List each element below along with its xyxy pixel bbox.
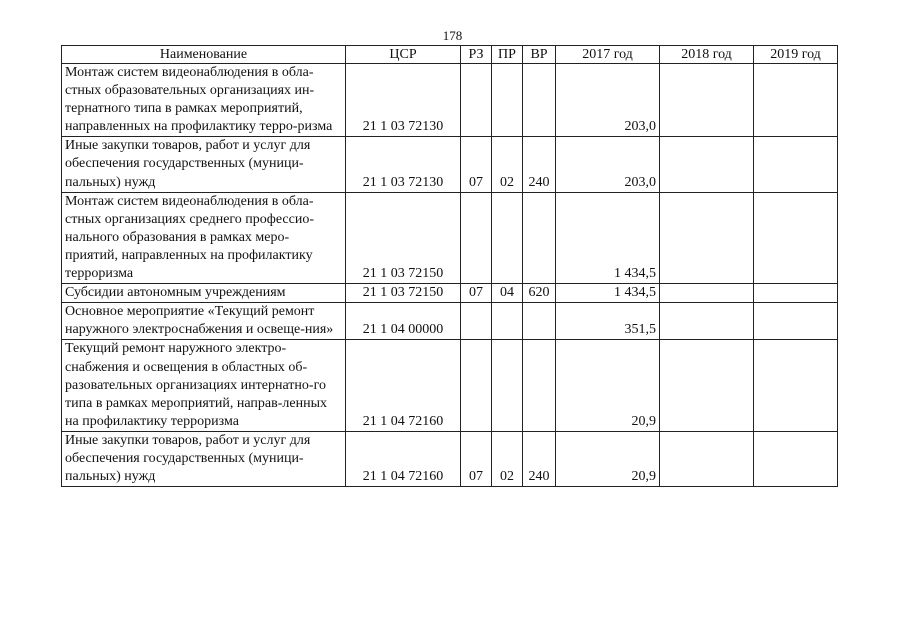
table-row <box>62 137 838 192</box>
header-pr: ПР <box>492 46 523 64</box>
header-csr: ЦСР <box>346 46 461 64</box>
row-2018 <box>660 137 754 192</box>
row-2019 <box>754 431 838 486</box>
row-csr: 21 1 03 72150 <box>346 192 461 283</box>
row-2017: 203,0 <box>556 137 660 192</box>
row-csr: 21 1 03 72130 <box>346 137 461 192</box>
row-rz: 07 <box>461 284 492 303</box>
row-2018 <box>660 284 754 303</box>
header-2018: 2018 год <box>660 46 754 64</box>
row-rz: 07 <box>461 431 492 486</box>
header-rz: РЗ <box>461 46 492 64</box>
row-2017: 20,9 <box>556 431 660 486</box>
table-row <box>62 284 838 303</box>
row-pr: 02 <box>492 137 523 192</box>
row-2017: 1 434,5 <box>556 284 660 303</box>
row-csr: 21 1 04 72160 <box>346 431 461 486</box>
row-name: Монтаж систем видеонаблюдения в обла-стных образовательных организациях ин-тернатного типа в рамках мероприятий, направленных на профилактику терро-ризма <box>62 64 346 137</box>
header-2019: 2019 год <box>754 46 838 64</box>
row-2019 <box>754 192 838 283</box>
page-number: 178 <box>442 28 463 43</box>
row-2018 <box>660 431 754 486</box>
row-name: Иные закупки товаров, работ и услуг для обеспечения государственных (муници-пальных) нужд <box>62 431 346 486</box>
table-header-row <box>62 46 838 64</box>
row-pr <box>492 192 523 283</box>
table-row <box>62 64 838 137</box>
row-2019 <box>754 303 838 340</box>
row-rz <box>461 192 492 283</box>
row-name: Основное мероприятие «Текущий ремонт наружного электроснабжения и освеще-ния» <box>62 303 346 340</box>
table-row <box>62 340 838 431</box>
row-csr: 21 1 04 72160 <box>346 340 461 431</box>
row-vr: 240 <box>523 137 556 192</box>
row-csr: 21 1 03 72150 <box>346 284 461 303</box>
row-rz: 07 <box>461 137 492 192</box>
row-2018 <box>660 303 754 340</box>
row-vr <box>523 192 556 283</box>
row-pr: 04 <box>492 284 523 303</box>
row-vr <box>523 64 556 137</box>
row-2017: 1 434,5 <box>556 192 660 283</box>
table-row <box>62 303 838 340</box>
row-2017: 351,5 <box>556 303 660 340</box>
row-name: Иные закупки товаров, работ и услуг для обеспечения государственных (муници-пальных) нужд <box>62 137 346 192</box>
row-vr: 240 <box>523 431 556 486</box>
row-2017: 20,9 <box>556 340 660 431</box>
row-pr: 02 <box>492 431 523 486</box>
row-vr: 620 <box>523 284 556 303</box>
row-2018 <box>660 340 754 431</box>
row-2019 <box>754 340 838 431</box>
row-name: Текущий ремонт наружного электро-снабжения и освещения в областных об-разовательных организациях интернатно-го типа в рамках мероприятий, направ-ленных на профилактику терроризма <box>62 340 346 431</box>
header-name: Наименование <box>62 46 346 64</box>
row-name: Субсидии автономным учреждениям <box>62 284 346 303</box>
row-2019 <box>754 137 838 192</box>
table-row <box>62 431 838 486</box>
header-vr: ВР <box>523 46 556 64</box>
row-2019 <box>754 284 838 303</box>
row-2019 <box>754 64 838 137</box>
row-2018 <box>660 192 754 283</box>
row-pr <box>492 64 523 137</box>
row-vr <box>523 303 556 340</box>
row-rz <box>461 340 492 431</box>
row-rz <box>461 64 492 137</box>
row-pr <box>492 303 523 340</box>
row-pr <box>492 340 523 431</box>
table-row <box>62 192 838 283</box>
header-2017: 2017 год <box>556 46 660 64</box>
row-vr <box>523 340 556 431</box>
row-csr: 21 1 04 00000 <box>346 303 461 340</box>
row-2018 <box>660 64 754 137</box>
row-name: Монтаж систем видеонаблюдения в обла-стных организациях среднего профессио-нального образования в рамках меро-приятий, направленных на профилактику терроризма <box>62 192 346 283</box>
row-rz <box>461 303 492 340</box>
row-2017: 203,0 <box>556 64 660 137</box>
budget-table <box>61 45 838 487</box>
row-csr: 21 1 03 72130 <box>346 64 461 137</box>
